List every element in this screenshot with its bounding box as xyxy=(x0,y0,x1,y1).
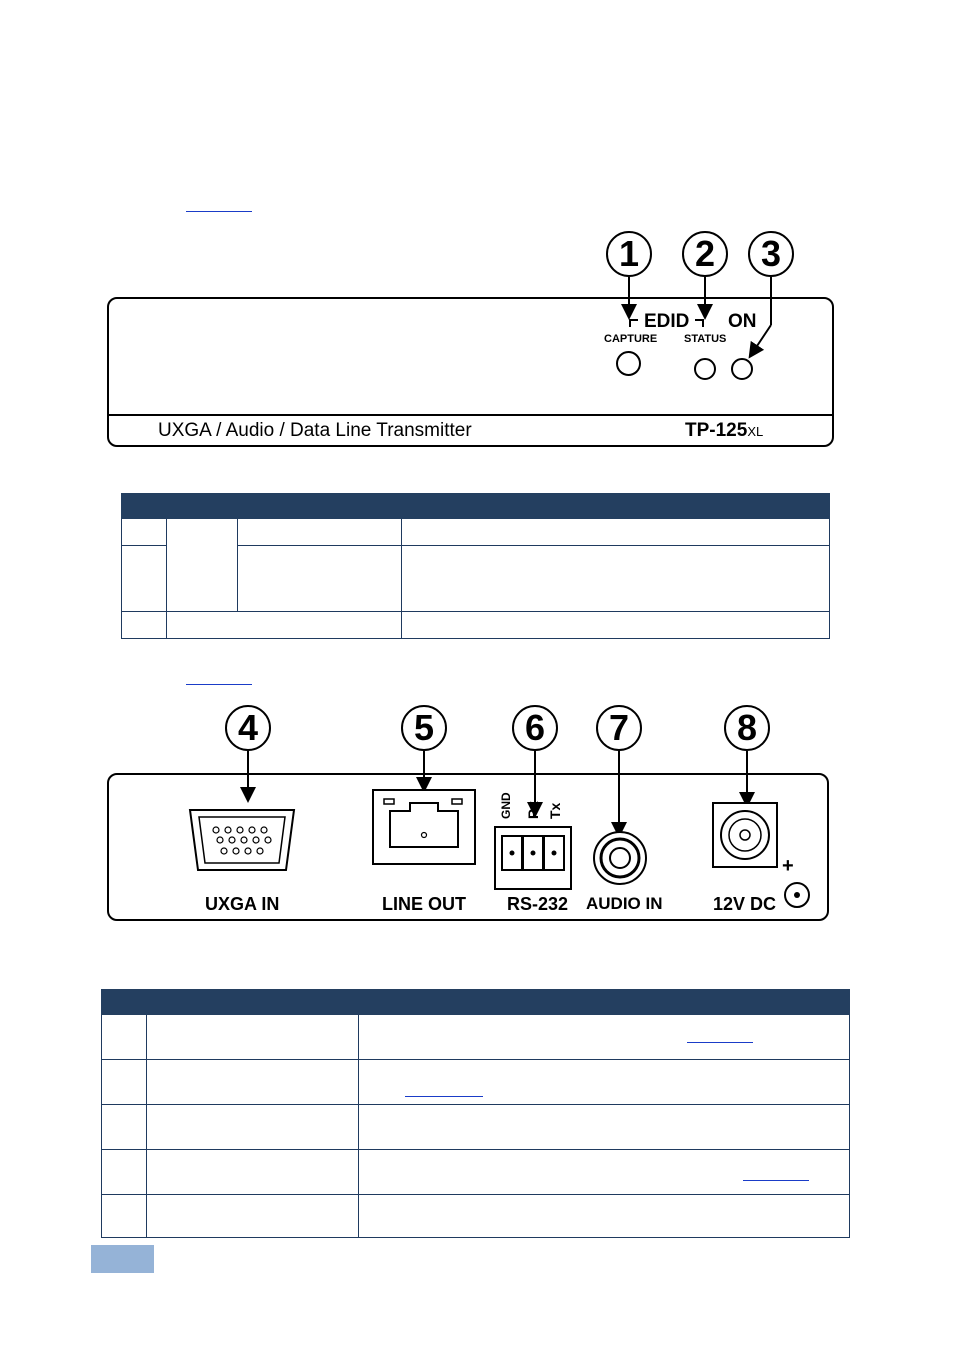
table-row xyxy=(102,1105,850,1150)
table-cell xyxy=(147,1105,359,1150)
on-label: ON xyxy=(728,311,757,332)
table-cell xyxy=(102,1150,147,1195)
table-cell xyxy=(102,1015,147,1060)
callout-3: 3 xyxy=(748,231,794,277)
status-label: STATUS xyxy=(684,333,727,345)
callout-4: 4 xyxy=(225,705,271,751)
table-header-row xyxy=(102,990,850,1015)
rs232-pin-rx: Rx xyxy=(525,801,541,819)
table-cell xyxy=(147,1195,359,1238)
model-suffix: XL xyxy=(747,424,764,439)
header-cell xyxy=(102,990,147,1015)
rs232-terminal-block-icon xyxy=(494,826,572,890)
table-cell xyxy=(147,1015,359,1060)
product-description: UXGA / Audio / Data Line Transmitter xyxy=(158,420,472,441)
callout-8: 8 xyxy=(724,705,770,751)
table-cell xyxy=(359,1105,850,1150)
link-underline[interactable] xyxy=(687,1042,753,1043)
table-cell xyxy=(359,1060,850,1105)
capture-label: CAPTURE xyxy=(604,333,658,345)
callout-2: 2 xyxy=(682,231,728,277)
table-cell xyxy=(147,1060,359,1105)
uxga-in-label: UXGA IN xyxy=(205,894,280,914)
edid-label: EDID xyxy=(644,311,690,332)
table-cell xyxy=(147,1150,359,1195)
table-cell xyxy=(102,1195,147,1238)
uxga-in-connector-icon xyxy=(186,806,298,874)
table-row xyxy=(102,1195,850,1238)
header-cell xyxy=(147,990,359,1015)
callout-6: 6 xyxy=(512,705,558,751)
table-cell xyxy=(359,1150,850,1195)
link-underline[interactable] xyxy=(743,1180,809,1181)
polarity-plus-sign: + xyxy=(782,855,794,877)
line-out-rj45-icon xyxy=(372,789,476,865)
audio-in-rca-icon xyxy=(590,828,650,888)
power-dc-jack-icon xyxy=(712,802,780,870)
callout-7: 7 xyxy=(596,705,642,751)
line-out-label: LINE OUT xyxy=(382,894,466,914)
table-cell xyxy=(102,1060,147,1105)
audio-in-label: AUDIO IN xyxy=(586,894,663,913)
callout-5: 5 xyxy=(401,705,447,751)
model-main: TP-125 xyxy=(685,420,748,441)
table-row xyxy=(102,1060,850,1105)
rs232-label: RS-232 xyxy=(507,894,569,914)
table-cell xyxy=(359,1195,850,1238)
rs232-pin-tx: Tx xyxy=(547,802,563,819)
polarity-indicator-icon xyxy=(783,881,811,909)
table-cell xyxy=(102,1105,147,1150)
table-row xyxy=(102,1015,850,1060)
page-number-bar xyxy=(91,1245,154,1273)
power-label: 12V DC xyxy=(713,894,777,914)
link-underline[interactable] xyxy=(405,1096,483,1097)
header-cell xyxy=(359,990,850,1015)
table-cell xyxy=(359,1015,850,1060)
rear-panel-table xyxy=(101,989,850,1238)
table-row xyxy=(102,1150,850,1195)
rs232-pin-gnd: GND xyxy=(499,792,513,819)
callout-1: 1 xyxy=(606,231,652,277)
